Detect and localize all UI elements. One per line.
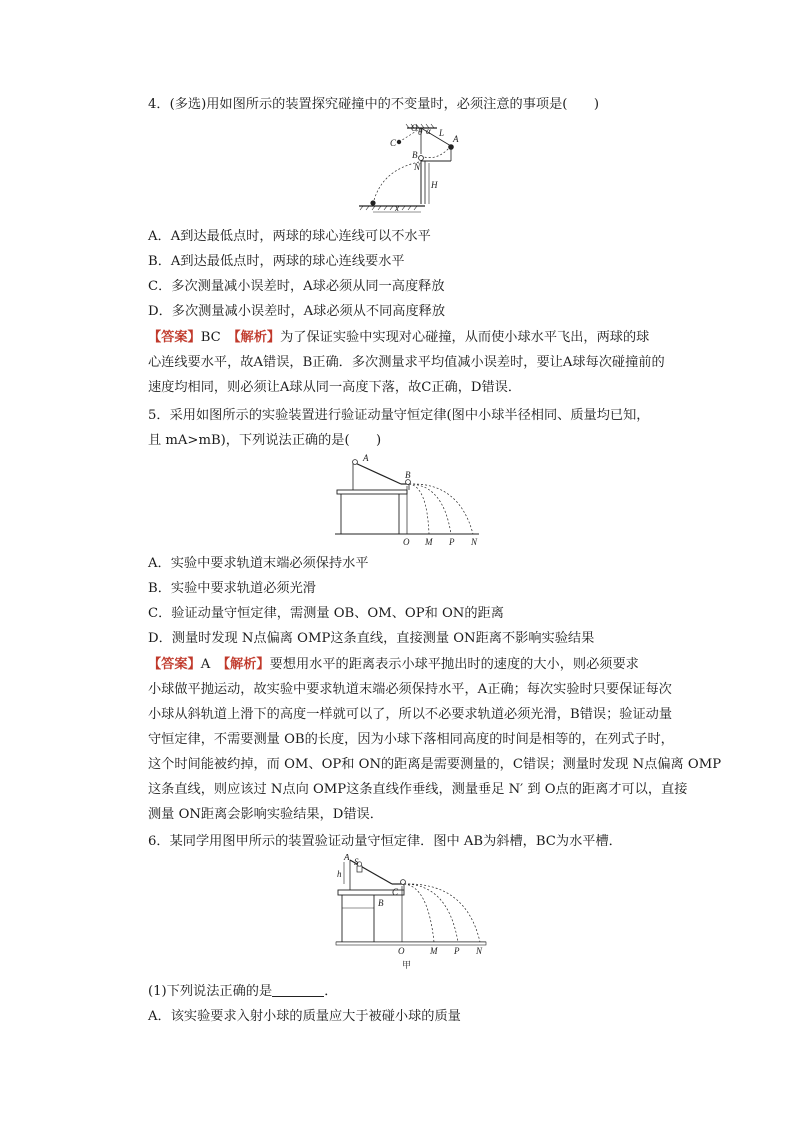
answer-tag: 【答案】 xyxy=(148,657,201,672)
analysis-tag: 【解析】 xyxy=(223,657,270,672)
label-o: O xyxy=(411,123,418,133)
q5-figure xyxy=(333,452,483,547)
label-theta: θ xyxy=(418,127,423,137)
q5-stem-line-1: 5．采用如图所示的实验装置进行验证动量守恒定律(图中小球半径相同、质量均已知， xyxy=(148,408,650,423)
q5-analysis-line-5: 这个时间能被约掉，而 OM、OP和 ON的距离是需要测量的，C错误；测量时发现 N点偏离 OMP xyxy=(148,757,722,772)
label-s: S xyxy=(354,857,359,867)
q5-analysis-line-2: 小球做平抛运动，故实验中要求轨道末端必须保持水平，A正确；每次实验时只要保证每次 xyxy=(148,682,672,697)
label-n: N xyxy=(476,946,483,956)
q6-sub1 xyxy=(148,983,337,1001)
label-h: h xyxy=(337,869,342,879)
label-n: N xyxy=(471,537,478,547)
analysis-tag: 【解析】 xyxy=(233,330,281,345)
label-a: A xyxy=(363,453,369,463)
ball-b xyxy=(419,156,424,161)
answer-value: BC xyxy=(200,330,221,345)
q5-analysis-line-3: 小球从斜轨道上滑下的高度一样就可以了，所以不必要求轨道必须光滑，B错误；验证动量 xyxy=(148,707,672,722)
analysis-line: 要想用水平的距离表示小球平抛出时的速度的大小，则必须要求 xyxy=(269,657,639,672)
label-o: O xyxy=(403,537,410,547)
q4-figure xyxy=(355,122,465,217)
q4-stem: 4．(多选)用如图所示的装置探究碰撞中的不变量时，必须注意的事项是( ) xyxy=(148,97,599,112)
ball-c xyxy=(397,140,401,144)
q4-option-c: C．多次测量减小误差时，A球必须从同一高度释放 xyxy=(148,279,445,294)
q6-option-a: A．该实验要求入射小球的质量应大于被碰小球的质量 xyxy=(148,1009,461,1024)
q4-option-b: B．A到达最低点时，两球的球心连线要水平 xyxy=(148,254,405,269)
figure-caption: 甲 xyxy=(402,960,412,970)
answer-blank[interactable] xyxy=(272,984,324,997)
q5-answer-line xyxy=(148,656,639,674)
q5-ramp-diagram xyxy=(333,452,483,547)
label-p: P xyxy=(449,537,455,547)
q5-option-d: D．测量时发现 N点偏离 OMP这条直线，直接测量 ON距离不影响实验结果 xyxy=(148,631,595,646)
q5-analysis-line-4: 守恒定律，不需要测量 OB的长度，因为小球下落相同高度的时间是相等的，在列式子时， xyxy=(148,732,674,747)
sub1-suffix: ． xyxy=(324,984,338,999)
label-alpha: α xyxy=(426,126,431,136)
label-c: C xyxy=(390,138,397,148)
q5-stem-line-2: 且 mA>mB)，下列说法正确的是( ) xyxy=(148,433,382,448)
answer-tag: 【答案】 xyxy=(148,330,201,345)
sub1-prefix: (1)下列说法正确的是 xyxy=(148,984,273,999)
q5-option-b: B．实验中要求轨道必须光滑 xyxy=(148,581,316,596)
q6-figure xyxy=(330,854,490,972)
label-h: H xyxy=(431,180,438,190)
label-a: A xyxy=(344,854,350,862)
label-n: N xyxy=(414,162,421,172)
label-a: A xyxy=(453,134,459,144)
q5-option-c: C．验证动量守恒定律，需测量 OB、OM、OP和 ON的距离 xyxy=(148,606,504,621)
q5-analysis-line-6: 这条直线，则应该过 N点向 OMP这条直线作垂线，测量垂足 N′ 到 O点的距离才可以，直接 xyxy=(148,782,688,797)
q5-option-a: A．实验中要求轨道末端必须保持水平 xyxy=(148,556,369,571)
answer-value: A xyxy=(200,657,211,672)
q4-answer-line xyxy=(148,329,649,347)
label-b: B xyxy=(412,150,418,160)
label-p: P xyxy=(454,946,460,956)
q4-analysis-line-3: 速度均相同，则必须让A球从同一高度下落，故C正确，D错误． xyxy=(148,380,522,395)
label-m: M xyxy=(430,946,438,956)
q4-option-a: A．A到达最低点时，两球的球心连线可以不水平 xyxy=(148,229,431,244)
q4-option-d: D．多次测量减小误差时，A球必须从不同高度释放 xyxy=(148,304,446,319)
label-b: B xyxy=(405,470,411,480)
label-l: L xyxy=(439,128,445,138)
q4-pendulum-diagram xyxy=(355,122,465,217)
analysis-line: 为了保证实验中实现对心碰撞，从而使小球水平飞出，两球的球 xyxy=(280,330,650,345)
label-b: B xyxy=(378,898,384,908)
label-o: O xyxy=(398,946,405,956)
q4-analysis-line-2: 心连线要水平，故A错误，B正确．多次测量求平均值减小误差时，要让A球每次碰撞前的 xyxy=(148,355,665,370)
q5-analysis-line-7: 测量 ON距离会影响实验结果，D错误． xyxy=(148,807,383,822)
q6-ramp-diagram xyxy=(330,854,490,972)
label-c: C xyxy=(392,887,399,897)
label-x: x xyxy=(395,203,399,213)
q6-stem: 6．某同学用图甲所示的装置验证动量守恒定律．图中 AB为斜槽，BC为水平槽． xyxy=(148,834,622,849)
label-m: M xyxy=(425,537,433,547)
